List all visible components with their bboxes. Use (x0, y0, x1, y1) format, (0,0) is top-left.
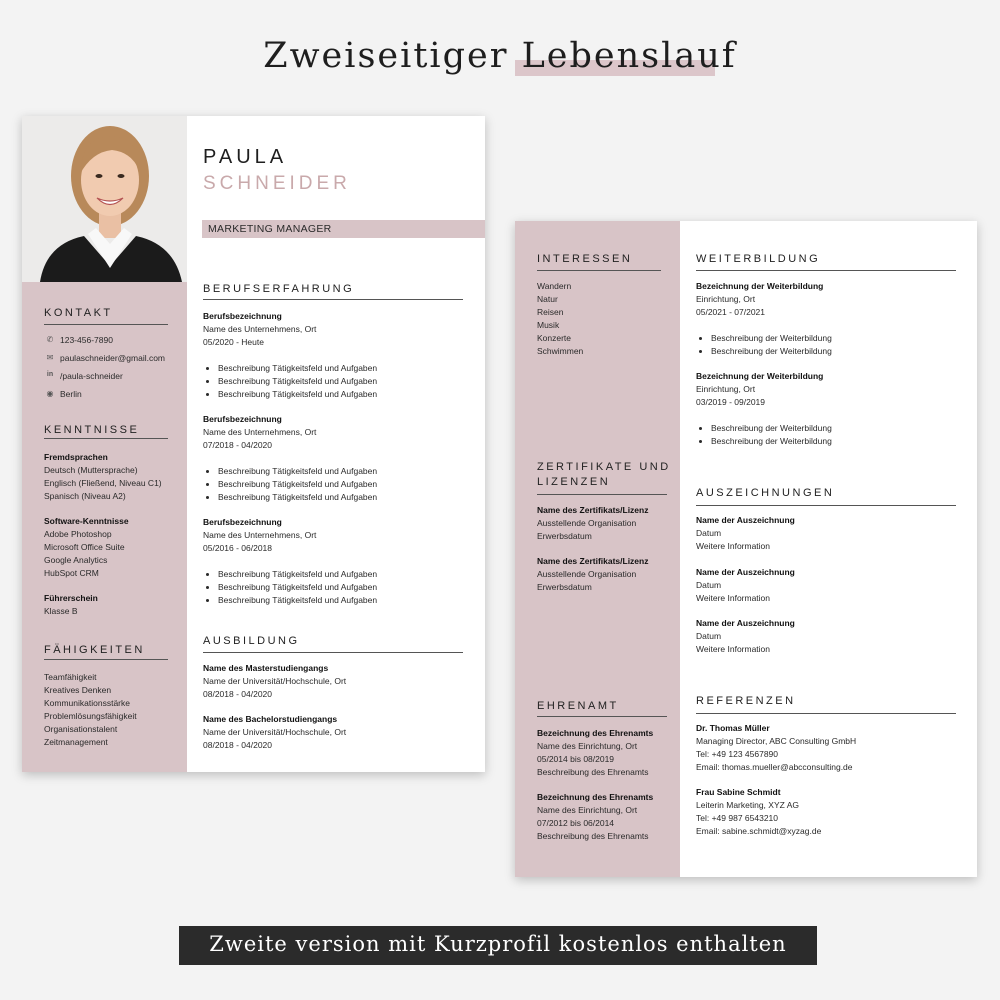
contact-text: paulaschneider@gmail.com (60, 353, 166, 363)
education-entry (203, 662, 473, 701)
certificate-title: Name des Zertifikats/Lizenz (537, 556, 649, 566)
resume-page-1 (22, 116, 485, 772)
certificate-title: Name des Zertifikats/Lizenz (537, 505, 649, 515)
abilities-list (44, 671, 184, 749)
divider (203, 299, 463, 300)
award-title: Name der Auszeichnung (696, 515, 795, 525)
reference-entry (696, 722, 971, 774)
group-line: Microsoft Office Suite (44, 542, 125, 552)
job-title-text: Berufsbezeichnung (203, 414, 282, 424)
volunteer-desc: Beschreibung des Ehrenamts (537, 831, 649, 841)
divider (537, 716, 667, 717)
volunteer-org: Name des Einrichtung, Ort (537, 805, 638, 815)
job-bullet: • Beschreibung Tätigkeitsfeld und Aufgaben (218, 465, 473, 478)
award-date: Datum (696, 528, 722, 538)
training-title: Bezeichnung der Weiterbildung (696, 281, 824, 291)
education-school: Name der Universität/Hochschule, Ort (203, 676, 347, 686)
job-title: MARKETING MANAGER (208, 223, 332, 235)
job-bullet: • Beschreibung Tätigkeitsfeld und Aufgaben (218, 491, 473, 504)
interest-item: Wandern (537, 281, 572, 291)
section-heading-zertifikate-line2: LIZENZEN (537, 476, 611, 488)
section-heading-berufserfahrung: BERUFSERFAHRUNG (203, 283, 355, 295)
location-icon: ◉ (46, 389, 54, 398)
contact-text: /paula-schneider (60, 371, 123, 381)
reference-entry (696, 786, 971, 838)
group-line: HubSpot CRM (44, 568, 99, 578)
job-entry (203, 516, 473, 607)
award-title: Name der Auszeichnung (696, 618, 795, 628)
interest-item: Reisen (537, 307, 564, 317)
interest-item: Natur (537, 294, 558, 304)
section-heading-kenntnisse: KENNTNISSE (44, 424, 140, 436)
job-period: 05/2020 - Heute (203, 337, 264, 347)
ability-item: Teamfähigkeit (44, 672, 97, 682)
certificate-issuer: Ausstellende Organisation (537, 569, 637, 579)
certificate-date: Erwerbsdatum (537, 582, 592, 592)
job-title-text: Berufsbezeichnung (203, 311, 282, 321)
training-bullet: • Beschreibung der Weiterbildung (711, 422, 966, 435)
reference-name: Dr. Thomas Müller (696, 723, 770, 733)
training-bullet: • Beschreibung der Weiterbildung (711, 345, 966, 358)
volunteer-desc: Beschreibung des Ehrenamts (537, 767, 649, 777)
heading-text: Zweiseitiger Lebenslauf (263, 36, 737, 76)
group-line: Adobe Photoshop (44, 529, 112, 539)
volunteer-period: 05/2014 bis 08/2019 (537, 754, 615, 764)
job-title-text: Berufsbezeichnung (203, 517, 282, 527)
award-info: Weitere Information (696, 593, 771, 603)
phone-icon: ✆ (46, 335, 54, 344)
award-date: Datum (696, 631, 722, 641)
job-title-bar (202, 220, 485, 238)
section-heading-auszeichnungen: AUSZEICHNUNGEN (696, 487, 835, 499)
resume-page-2 (515, 221, 977, 877)
page-heading (0, 36, 1000, 76)
reference-tel: Tel: +49 123 4567890 (696, 749, 779, 759)
divider (44, 438, 168, 439)
award-entry (696, 566, 966, 605)
volunteer-org: Name des Einrichtung, Ort (537, 741, 638, 751)
education-period: 08/2018 - 04/2020 (203, 740, 273, 750)
interest-item: Konzerte (537, 333, 572, 343)
reference-tel: Tel: +49 987 6543210 (696, 813, 779, 823)
certificate-date: Erwerbsdatum (537, 531, 592, 541)
job-period: 05/2016 - 06/2018 (203, 543, 273, 553)
job-company: Name des Unternehmens, Ort (203, 530, 317, 540)
reference-email: Email: sabine.schmidt@xyzag.de (696, 826, 822, 836)
job-company: Name des Unternehmens, Ort (203, 427, 317, 437)
group-line: Englisch (Fließend, Niveau C1) (44, 478, 162, 488)
group-line: Klasse B (44, 606, 78, 616)
training-bullet: • Beschreibung der Weiterbildung (711, 435, 966, 448)
training-period: 05/2021 - 07/2021 (696, 307, 766, 317)
group-title: Software-Kenntnisse (44, 516, 129, 526)
volunteer-title: Bezeichnung des Ehrenamts (537, 792, 654, 802)
award-entry (696, 617, 966, 656)
last-name: SCHNEIDER (203, 173, 351, 194)
award-date: Datum (696, 580, 722, 590)
award-title: Name der Auszeichnung (696, 567, 795, 577)
divider (44, 324, 168, 325)
mail-icon: ✉ (46, 353, 54, 362)
section-heading-interessen: INTERESSEN (537, 253, 633, 265)
award-info: Weitere Information (696, 541, 771, 551)
education-title: Name des Masterstudiengangs (203, 663, 329, 673)
interest-item: Musik (537, 320, 560, 330)
volunteer-period: 07/2012 bis 06/2014 (537, 818, 615, 828)
training-org: Einrichtung, Ort (696, 294, 756, 304)
ability-item: Kommunikationsstärke (44, 698, 130, 708)
certificate-issuer: Ausstellende Organisation (537, 518, 637, 528)
education-entry (203, 713, 473, 752)
group-line: Google Analytics (44, 555, 108, 565)
job-company: Name des Unternehmens, Ort (203, 324, 317, 334)
divider (537, 270, 661, 271)
job-bullet: • Beschreibung Tätigkeitsfeld und Aufgaben (218, 375, 473, 388)
training-org: Einrichtung, Ort (696, 384, 756, 394)
divider (44, 659, 168, 660)
group-title: Fremdsprachen (44, 452, 108, 462)
job-bullet: • Beschreibung Tätigkeitsfeld und Aufgaben (218, 388, 473, 401)
reference-email: Email: thomas.mueller@abcconsulting.de (696, 762, 853, 772)
education-period: 08/2018 - 04/2020 (203, 689, 273, 699)
training-title: Bezeichnung der Weiterbildung (696, 371, 824, 381)
promo-banner-text: Zweite version mit Kurzprofil kostenlos enthalten (209, 932, 787, 956)
education-school: Name der Universität/Hochschule, Ort (203, 727, 347, 737)
section-heading-faehigkeiten: FÄHIGKEITEN (44, 644, 145, 656)
ability-item: Zeitmanagement (44, 737, 108, 747)
ability-item: Organisationstalent (44, 724, 118, 734)
section-heading-weiterbildung: WEITERBILDUNG (696, 253, 821, 265)
promo-banner (179, 926, 817, 965)
award-entry (696, 514, 966, 553)
section-heading-zertifikate: ZERTIFIKATE UND (537, 461, 671, 473)
education-title: Name des Bachelorstudiengangs (203, 714, 338, 724)
group-line: Deutsch (Muttersprache) (44, 465, 138, 475)
certificate-entry (537, 504, 677, 543)
group-line: Spanisch (Niveau A2) (44, 491, 126, 501)
job-entry (203, 413, 473, 504)
divider (696, 713, 956, 714)
job-entry (203, 310, 473, 401)
section-heading-kontakt: KONTAKT (44, 307, 113, 319)
divider (203, 652, 463, 653)
contact-text: 123-456-7890 (60, 335, 113, 345)
group-title: Führerschein (44, 593, 98, 603)
skill-group-languages (44, 451, 184, 503)
divider (696, 270, 956, 271)
ability-item: Kreatives Denken (44, 685, 112, 695)
job-bullet: • Beschreibung Tätigkeitsfeld und Aufgaben (218, 568, 473, 581)
certificate-entry (537, 555, 677, 594)
section-heading-ausbildung: AUSBILDUNG (203, 635, 300, 647)
divider (537, 494, 667, 495)
first-name: PAULA (203, 146, 288, 168)
job-bullet: • Beschreibung Tätigkeitsfeld und Aufgaben (218, 478, 473, 491)
job-bullet: • Beschreibung Tätigkeitsfeld und Aufgaben (218, 581, 473, 594)
interest-item: Schwimmen (537, 346, 584, 356)
linkedin-icon: in (46, 371, 54, 378)
section-heading-ehrenamt: EHRENAMT (537, 700, 619, 712)
job-bullet: • Beschreibung Tätigkeitsfeld und Aufgaben (218, 362, 473, 375)
reference-role: Managing Director, ABC Consulting GmbH (696, 736, 857, 746)
profile-photo (22, 116, 187, 282)
reference-name: Frau Sabine Schmidt (696, 787, 781, 797)
training-bullet: • Beschreibung der Weiterbildung (711, 332, 966, 345)
volunteer-title: Bezeichnung des Ehrenamts (537, 728, 654, 738)
interests-list (537, 280, 677, 358)
training-period: 03/2019 - 09/2019 (696, 397, 766, 407)
training-entry (696, 370, 966, 448)
ability-item: Problemlösungsfähigkeit (44, 711, 137, 721)
volunteer-entry (537, 727, 677, 779)
skill-group-software (44, 515, 184, 580)
divider (696, 505, 956, 506)
contact-text: Berlin (60, 389, 82, 399)
volunteer-entry (537, 791, 677, 843)
training-entry (696, 280, 966, 358)
award-info: Weitere Information (696, 644, 771, 654)
skill-group-license (44, 592, 184, 618)
section-heading-referenzen: REFERENZEN (696, 695, 796, 707)
reference-role: Leiterin Marketing, XYZ AG (696, 800, 799, 810)
job-period: 07/2018 - 04/2020 (203, 440, 273, 450)
job-bullet: • Beschreibung Tätigkeitsfeld und Aufgaben (218, 594, 473, 607)
